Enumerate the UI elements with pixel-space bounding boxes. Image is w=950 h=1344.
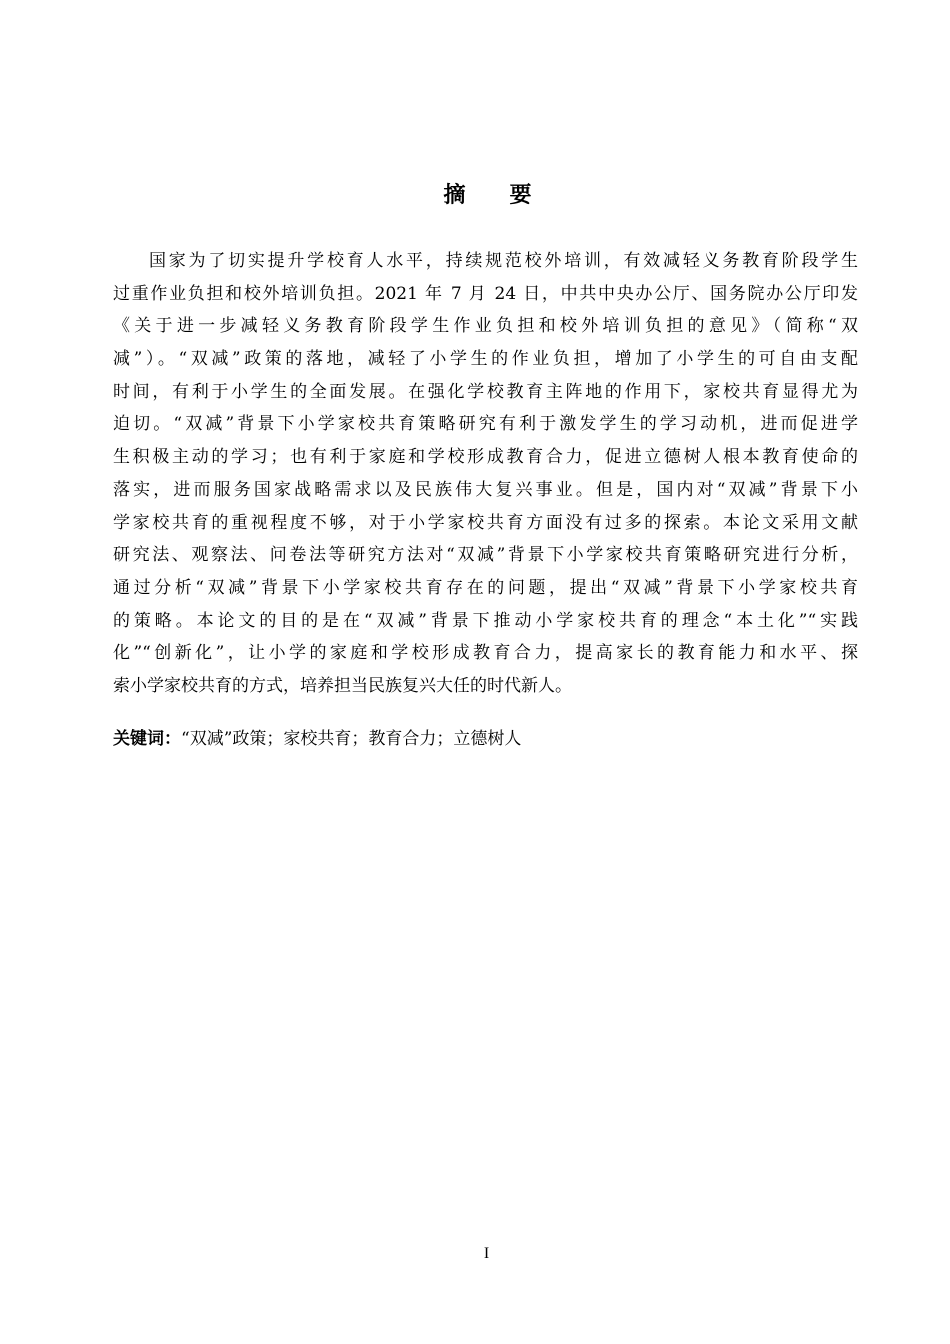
abstract-line: 过重作业负担和校外培训负担。2021 年 7 月 24 日，中共中央办公厅、国务院办公厅印发	[113, 283, 858, 304]
abstract-line: 生积极主动的学习；也有利于家庭和学校形成教育合力，促进立德树人根本教育使命的	[113, 447, 858, 468]
abstract-line: 研究法、观察法、问卷法等研究方法对“双减”背景下小学家校共育策略研究进行分析，	[113, 545, 858, 566]
keywords-label: 关键词：	[113, 729, 181, 749]
abstract-line: 学家校共育的重视程度不够，对于小学家校共育方面没有过多的探索。本论文采用文献	[113, 512, 858, 533]
abstract-line: 国家为了切实提升学校育人水平，持续规范校外培训，有效减轻义务教育阶段学生	[149, 251, 858, 271]
keywords	[113, 723, 858, 755]
keywords-text: “双减”政策；家校共育；教育合力；立德树人	[181, 729, 522, 749]
page-number: I	[483, 1245, 490, 1262]
abstract-line: 索小学家校共育的方式，培养担当民族复兴大任的时代新人。	[113, 675, 572, 696]
abstract-title	[0, 178, 950, 209]
title-char-1: 摘	[443, 183, 466, 208]
abstract-line: 化”“创新化”，让小学的家庭和学校形成教育合力，提高家长的教育能力和水平、探	[113, 643, 858, 664]
abstract-line: 迫切。“双减”背景下小学家校共育策略研究有利于激发学生的学习动机，进而促进学	[113, 414, 858, 435]
abstract-line: 通过分析“双减”背景下小学家校共育存在的问题，提出“双减”背景下小学家校共育	[113, 577, 858, 598]
abstract-line: 《关于进一步减轻义务教育阶段学生作业负担和校外培训负担的意见》（简称“双	[113, 316, 858, 337]
abstract-line: 的策略。本论文的目的是在“双减”背景下推动小学家校共育的理念“本土化”“实践	[113, 610, 858, 631]
abstract-line: 落实，进而服务国家战略需求以及民族伟大复兴事业。但是，国内对“双减”背景下小	[113, 479, 858, 500]
abstract-body	[113, 245, 858, 703]
abstract-line: 减”）。“双减”政策的落地，减轻了小学生的作业负担，增加了小学生的可自由支配	[113, 349, 858, 370]
abstract-line: 时间，有利于小学生的全面发展。在强化学校教育主阵地的作用下，家校共育显得尤为	[113, 381, 858, 402]
title-char-2: 要	[509, 183, 532, 208]
